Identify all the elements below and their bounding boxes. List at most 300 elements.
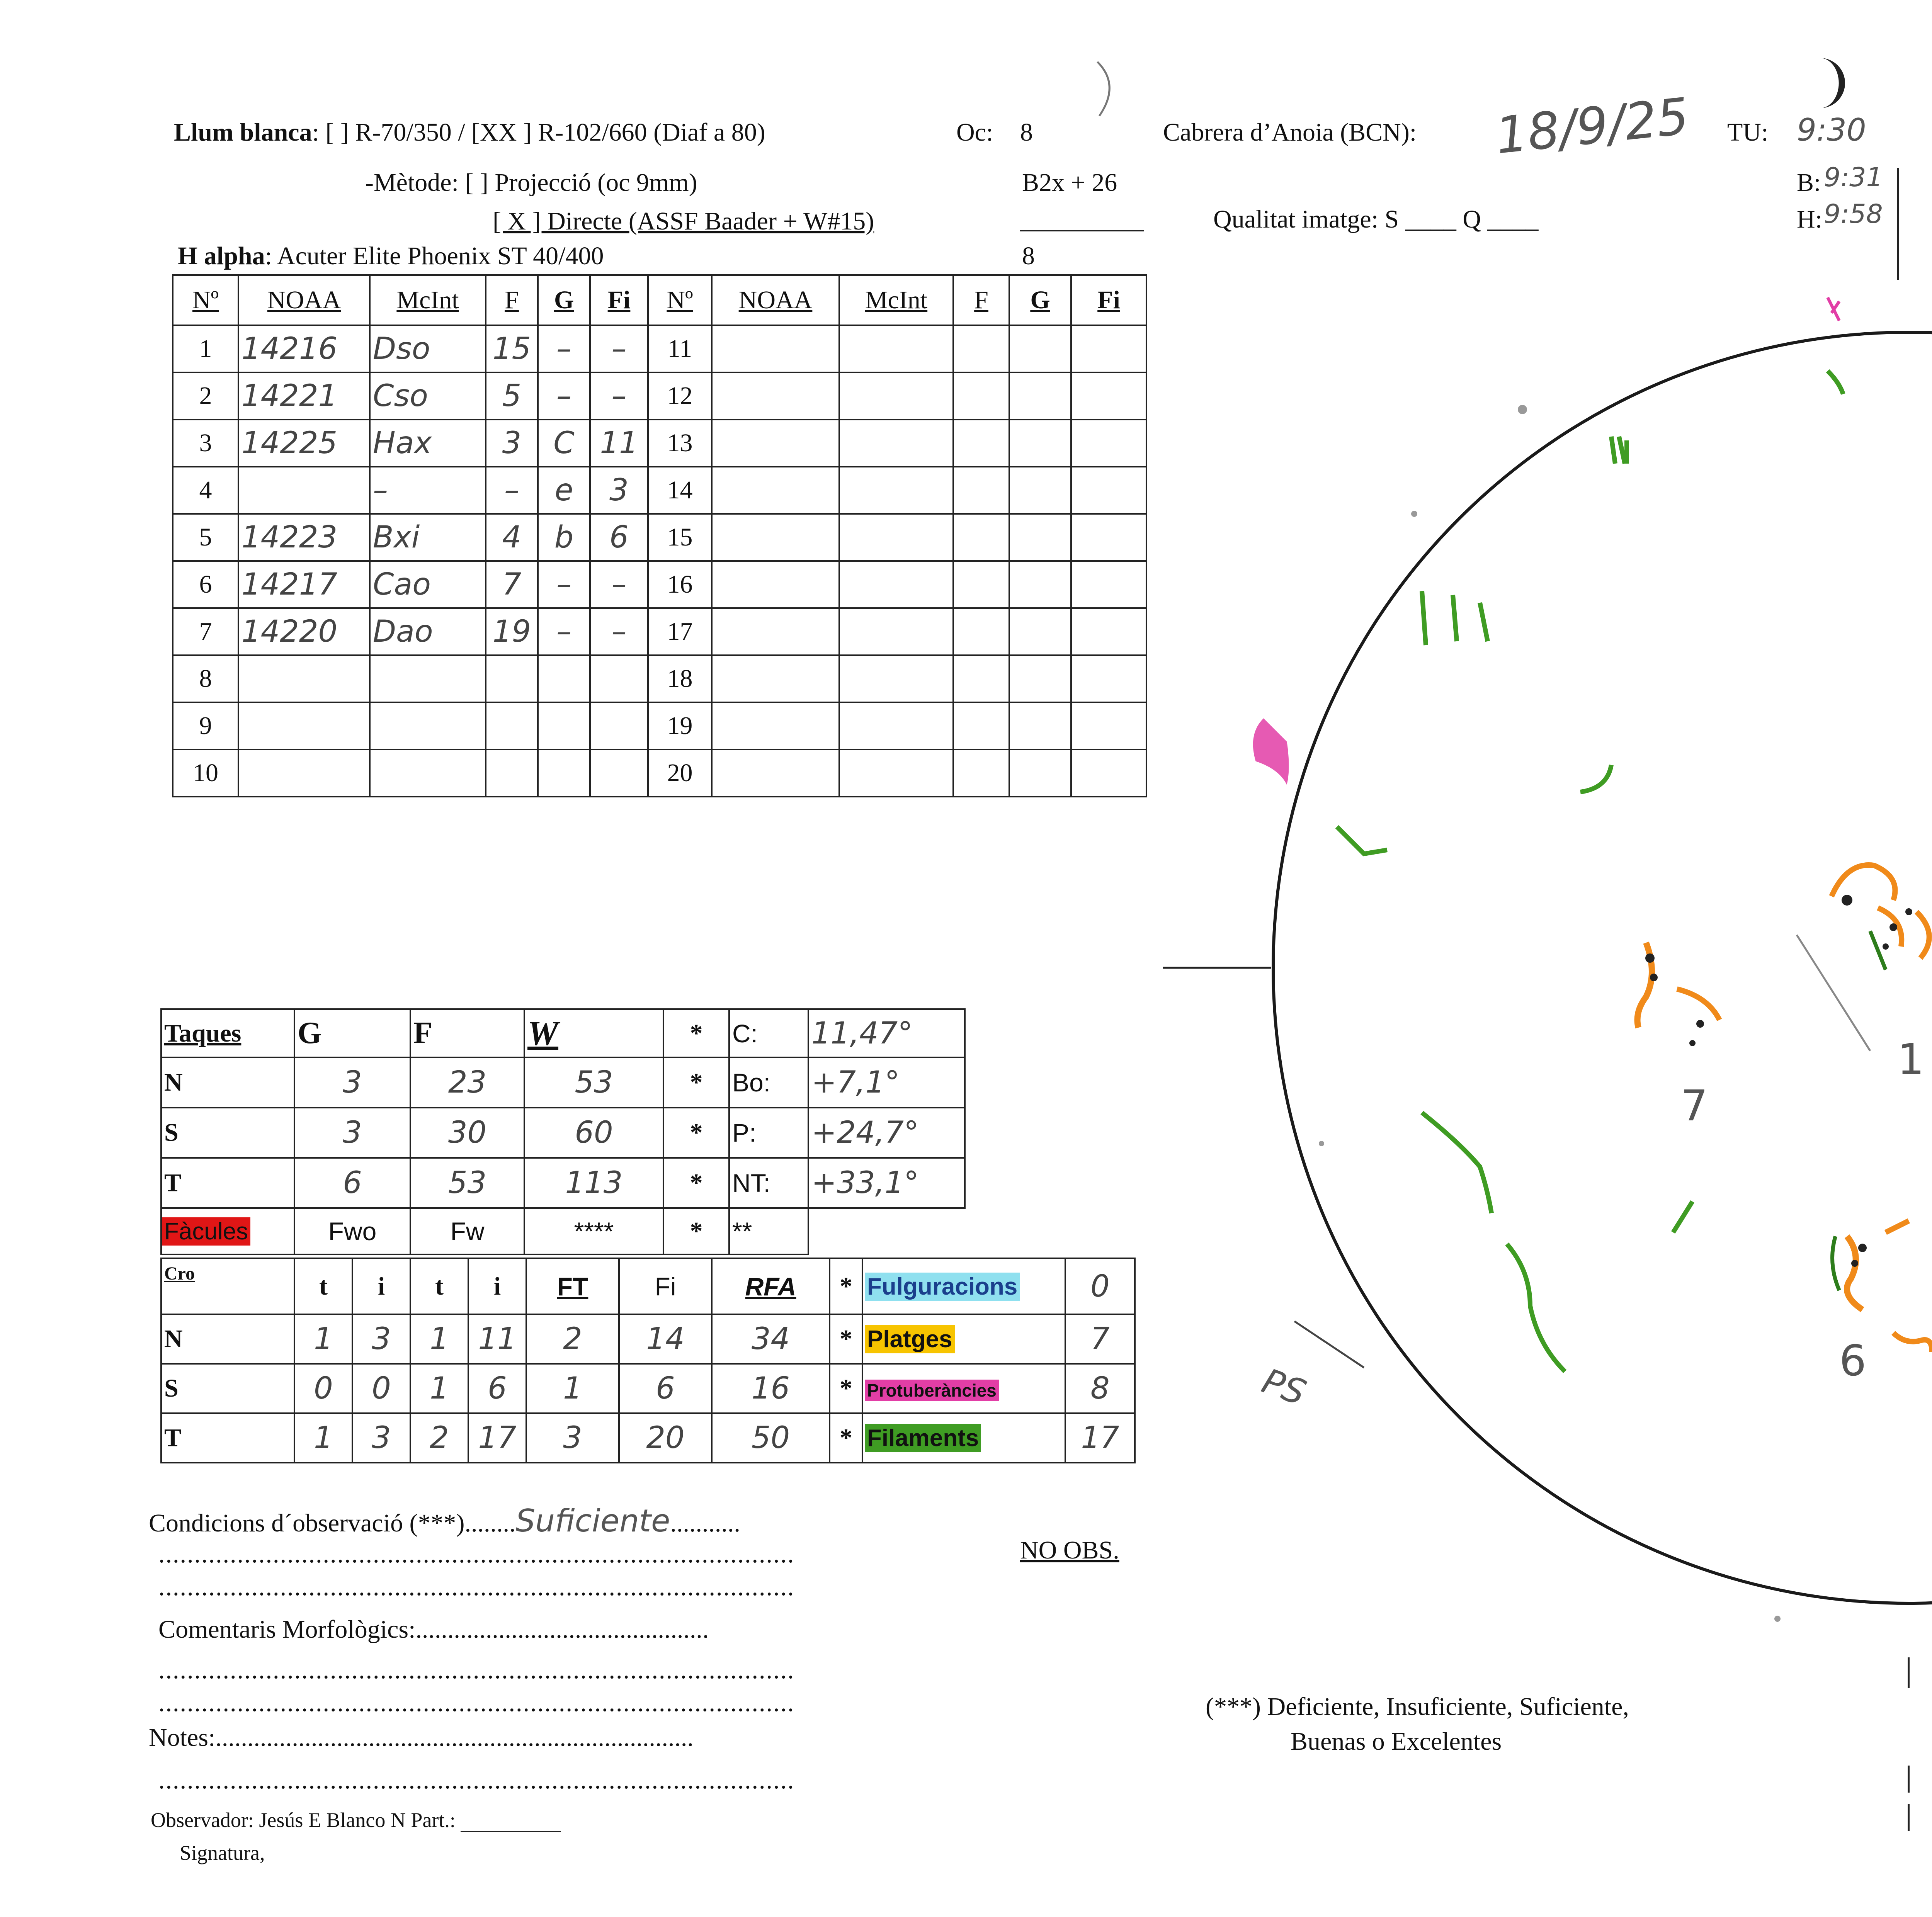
signatura-label: Signatura, [180, 1841, 265, 1864]
fulguracions-label: Fulguracions [865, 1273, 1020, 1301]
empty-cell [953, 420, 1009, 467]
groups-table [172, 274, 1147, 797]
cro-ft-value: 3 [526, 1413, 619, 1463]
fi-cell: – [590, 372, 648, 420]
cro-row-label: T [161, 1413, 294, 1463]
empty-cell [839, 372, 953, 420]
col-header-n: Nº [173, 275, 238, 325]
cro-i1-header: i [352, 1258, 410, 1314]
row-number-2: 18 [648, 655, 712, 702]
empty-cell [1009, 655, 1071, 702]
oc-label: Oc: [956, 118, 993, 146]
dotted-line-4: ......................................................................................... [158, 1689, 795, 1717]
empty-cell [1071, 372, 1146, 420]
table-row [173, 514, 1146, 561]
table-row [173, 325, 1146, 372]
llum-blanca-line [174, 118, 765, 147]
row-number: 6 [173, 561, 238, 608]
cro-rfa-value: 16 [712, 1364, 830, 1413]
f-cell [486, 749, 538, 797]
directe-label: [ X ] Directe (ASSF Baader + W#15) [493, 207, 874, 235]
cro-fi-value: 20 [619, 1413, 712, 1463]
cro-rfa-header: RFA [712, 1258, 830, 1314]
moon-phase-icon-a [1090, 58, 1124, 120]
row-number: 9 [173, 702, 238, 749]
fi-cell: – [590, 325, 648, 372]
empty-cell [712, 561, 839, 608]
table-row [173, 420, 1146, 467]
cro-row-label: N [161, 1314, 294, 1364]
condicions-line: Condicions d´observació (***)........Suficiente........... [149, 1503, 740, 1539]
taques-w-value: 60 [524, 1108, 663, 1158]
dotted-line-5: ......................................................................................... [158, 1766, 795, 1794]
empty-cell [839, 655, 953, 702]
cro-t2-value: 1 [410, 1314, 468, 1364]
empty-cell [712, 467, 839, 514]
noaa-cell: 14223 [238, 514, 370, 561]
h-label: H: [1797, 205, 1822, 233]
empty-cell [1071, 325, 1146, 372]
row-number-2: 19 [648, 702, 712, 749]
empty-cell [712, 702, 839, 749]
empty-cell [1009, 467, 1071, 514]
row-number: 5 [173, 514, 238, 561]
fi-cell [590, 702, 648, 749]
empty-cell [839, 467, 953, 514]
mcint-cell: Bxi [370, 514, 486, 561]
empty-cell [953, 655, 1009, 702]
empty-cell [1071, 608, 1146, 655]
prominences [1253, 297, 1932, 1603]
col-header-mcint2: McInt [839, 275, 953, 325]
cro-rfa-value: 34 [712, 1314, 830, 1364]
row-number: 2 [173, 372, 238, 420]
mcint-cell: – [370, 467, 486, 514]
empty-cell [839, 749, 953, 797]
empty-cell [839, 325, 953, 372]
taques-star-header: * [663, 1009, 729, 1057]
mcint-cell: Cao [370, 561, 486, 608]
category-value: 7 [1065, 1314, 1135, 1364]
empty-cell [712, 325, 839, 372]
empty-cell [839, 561, 953, 608]
empty-cell [1009, 420, 1071, 467]
axis-tick-bottom-2 [1908, 1766, 1910, 1793]
f-cell [486, 655, 538, 702]
empty-cell [1009, 514, 1071, 561]
fi-cell [590, 655, 648, 702]
b-value: 9:31 [1824, 162, 1883, 193]
row-number-2: 17 [648, 608, 712, 655]
facules-label: Fàcules [162, 1217, 250, 1246]
cro-t1-value: 1 [294, 1314, 352, 1364]
g-cell: C [538, 420, 590, 467]
empty-cell [839, 608, 953, 655]
cro-i2-header: i [468, 1258, 526, 1314]
category-label: Protuberàncies [865, 1380, 999, 1401]
observador-name: Jesús E Blanco N Part.: [259, 1808, 456, 1832]
col-header-f: F [486, 275, 538, 325]
f-cell: 3 [486, 420, 538, 467]
taques-row-label: N [161, 1057, 294, 1108]
empty-cell [953, 325, 1009, 372]
group-number-6: 6 [1839, 1336, 1866, 1385]
g-cell: – [538, 561, 590, 608]
g-cell: b [538, 514, 590, 561]
col-header-fi: Fi [590, 275, 648, 325]
facules-row [161, 1208, 965, 1254]
category-cell [862, 1364, 1065, 1413]
row-number-2: 12 [648, 372, 712, 420]
row-number: 4 [173, 467, 238, 514]
row-number: 10 [173, 749, 238, 797]
empty-cell [1071, 655, 1146, 702]
sunspot-group-7 [1638, 943, 1720, 1130]
condicions-value: Suficiente [515, 1503, 670, 1539]
mcint-cell: Hax [370, 420, 486, 467]
empty-cell [1009, 749, 1071, 797]
cro-fi-header: Fi [619, 1258, 712, 1314]
fi-cell: 11 [590, 420, 648, 467]
taques-row-label: T [161, 1158, 294, 1208]
fi-cell: 3 [590, 467, 648, 514]
g-cell [538, 655, 590, 702]
cro-t2-header: t [410, 1258, 468, 1314]
empty-cell [1009, 702, 1071, 749]
empty-cell [1009, 372, 1071, 420]
notes-label: Notes: [149, 1723, 216, 1752]
taques-header [161, 1009, 965, 1057]
empty-cell [953, 514, 1009, 561]
empty-cell [953, 467, 1009, 514]
groups-table-body [173, 325, 1146, 797]
f-cell [486, 702, 538, 749]
empty-cell [953, 608, 1009, 655]
cro-star: * [830, 1364, 862, 1413]
h-alpha-oc: 8 [1022, 242, 1035, 270]
h-alpha-line [178, 241, 604, 271]
taques-f-value: 23 [410, 1057, 524, 1108]
empty-cell [712, 514, 839, 561]
taques-g-value: 6 [294, 1158, 410, 1208]
noaa-cell: 14221 [238, 372, 370, 420]
dotted-line-3: ......................................................................................... [158, 1656, 795, 1684]
table-row [161, 1108, 965, 1158]
empty-cell [712, 608, 839, 655]
condicions-label: Condicions d´observació (***) [149, 1509, 465, 1537]
taques-star: * [663, 1057, 729, 1108]
notes-line: Notes:........................................................................... [149, 1723, 694, 1752]
llum-blanca-options: : [ ] R-70/350 / [XX ] R-102/660 (Diaf a 80) [312, 118, 765, 146]
mcint-cell: Cso [370, 372, 486, 420]
location-label: Cabrera d’Anoia (BCN): [1163, 118, 1417, 146]
fi-cell [590, 749, 648, 797]
filaments [1337, 371, 1932, 1371]
table-row [173, 702, 1146, 749]
taques-g-value: 3 [294, 1108, 410, 1158]
table-row [161, 1364, 1135, 1413]
category-value: 17 [1065, 1413, 1135, 1463]
category-label: Filaments [865, 1424, 981, 1452]
facules-fwo: Fwo [294, 1208, 410, 1254]
sunspot-group-6 [1832, 1221, 1909, 1385]
table-row [161, 1158, 965, 1208]
b-label: B: [1797, 168, 1821, 197]
cro-fi-value: 6 [619, 1364, 712, 1413]
taques-f-header: F [410, 1009, 524, 1057]
taques-row-label: S [161, 1108, 294, 1158]
cro-header [161, 1258, 1135, 1314]
taques-label: Taques [161, 1009, 294, 1057]
empty-cell [839, 514, 953, 561]
group-number-1: 1 [1897, 1035, 1924, 1084]
fi-cell: 6 [590, 514, 648, 561]
f-cell: 7 [486, 561, 538, 608]
ps-label: PS [1257, 1361, 1311, 1414]
fi-cell: – [590, 561, 648, 608]
empty-cell [1071, 702, 1146, 749]
row-number: 1 [173, 325, 238, 372]
cro-i1-value: 3 [352, 1413, 410, 1463]
mcint-cell: Dso [370, 325, 486, 372]
table-row [161, 1057, 965, 1108]
h-value: 9:58 [1824, 199, 1883, 229]
cro-ft-value: 2 [526, 1314, 619, 1364]
table-row [173, 467, 1146, 514]
taques-body [161, 1057, 965, 1208]
groups-table-header [173, 275, 1146, 325]
observation-date: 18/9/25 [1493, 87, 1692, 165]
h-alpha-label: H alpha [178, 242, 265, 270]
cro-t1-value: 0 [294, 1364, 352, 1413]
param-label: Bo: [729, 1057, 808, 1108]
cro-i2-value: 17 [468, 1413, 526, 1463]
f-cell: 5 [486, 372, 538, 420]
tu-label: TU: [1727, 118, 1769, 146]
ps-marker-line [1294, 1321, 1364, 1368]
col-header-mcint: McInt [370, 275, 486, 325]
taques-table [160, 1008, 966, 1255]
row-number-2: 13 [648, 420, 712, 467]
table-row [173, 561, 1146, 608]
taques-f-value: 30 [410, 1108, 524, 1158]
table-row [173, 655, 1146, 702]
mcint-cell [370, 749, 486, 797]
llum-blanca-label: Llum blanca [174, 118, 312, 146]
mcint-cell [370, 702, 486, 749]
empty-cell [1009, 561, 1071, 608]
b2x-value: B2x + 26 [1022, 168, 1117, 197]
dotted-line-1: ......................................................................................... [158, 1540, 795, 1568]
solar-disc [1273, 332, 1932, 1603]
cro-i1-value: 0 [352, 1364, 410, 1413]
row-number: 7 [173, 608, 238, 655]
col-header-f2: F [953, 275, 1009, 325]
h-alpha-value: : Acuter Elite Phoenix ST 40/400 [265, 242, 604, 270]
cro-t1-value: 1 [294, 1413, 352, 1463]
tu-value: 9:30 [1797, 112, 1866, 148]
f-cell: 19 [486, 608, 538, 655]
col-header-n2: Nº [648, 275, 712, 325]
mcint-cell: Dao [370, 608, 486, 655]
cro-table [160, 1258, 1136, 1463]
dotted-line-2: ......................................................................................... [158, 1573, 795, 1601]
empty-cell [1071, 514, 1146, 561]
metode-label: -Mètode: [ ] Projecció (oc 9mm) [365, 168, 697, 197]
empty-cell [839, 420, 953, 467]
solar-disc-drawing [1159, 270, 1932, 1700]
empty-cell [953, 702, 1009, 749]
cro-row-label: S [161, 1364, 294, 1413]
g-cell: – [538, 372, 590, 420]
noaa-cell: 14220 [238, 608, 370, 655]
cro-t1-header: t [294, 1258, 352, 1314]
param-c-label: C: [729, 1009, 808, 1057]
row-number-2: 14 [648, 467, 712, 514]
cro-star-header: * [830, 1258, 862, 1314]
param-label: NT: [729, 1158, 808, 1208]
table-row [173, 749, 1146, 797]
g-cell [538, 749, 590, 797]
row-number: 3 [173, 420, 238, 467]
taques-w-value: 113 [524, 1158, 663, 1208]
cro-i2-value: 6 [468, 1364, 526, 1413]
limb-marks [1319, 328, 1932, 1622]
taques-f-value: 53 [410, 1158, 524, 1208]
empty-cell [712, 655, 839, 702]
table-row [173, 372, 1146, 420]
facules-stars2: ** [729, 1208, 808, 1254]
taques-star: * [663, 1108, 729, 1158]
empty-cell [1009, 608, 1071, 655]
category-label: Platges [865, 1325, 955, 1353]
col-header-g: G [538, 275, 590, 325]
cro-label: Cro [161, 1258, 294, 1314]
empty-cell [839, 702, 953, 749]
category-cell [862, 1413, 1065, 1463]
facules-fw: Fw [410, 1208, 524, 1254]
empty-cell [1071, 420, 1146, 467]
cro-star: * [830, 1314, 862, 1364]
empty-cell [1071, 749, 1146, 797]
no-obs-label: NO OBS. [1020, 1536, 1119, 1564]
col-header-fi2: Fi [1071, 275, 1146, 325]
noaa-cell [238, 702, 370, 749]
taques-g-header: G [294, 1009, 410, 1057]
fulguracions-value: 0 [1065, 1258, 1135, 1314]
cro-fi-value: 14 [619, 1314, 712, 1364]
g-cell: e [538, 467, 590, 514]
empty-cell [953, 372, 1009, 420]
f-cell: – [486, 467, 538, 514]
empty-cell [953, 749, 1009, 797]
cro-star: * [830, 1413, 862, 1463]
oc-value: 8 [1020, 118, 1033, 146]
noaa-cell: 14216 [238, 325, 370, 372]
col-header-noaa: NOAA [238, 275, 370, 325]
category-cell [862, 1314, 1065, 1364]
table-row [173, 608, 1146, 655]
empty-cell [1009, 325, 1071, 372]
bh-bar [1897, 168, 1899, 280]
cro-body [161, 1314, 1135, 1463]
comentaris-label: Comentaris Morfològics: [158, 1615, 416, 1643]
cro-rfa-value: 50 [712, 1413, 830, 1463]
moon-phase-icon-b [1808, 54, 1851, 112]
observador-label: Observador: [151, 1808, 254, 1832]
empty-cell [712, 749, 839, 797]
row-number-2: 15 [648, 514, 712, 561]
col-header-g2: G [1009, 275, 1071, 325]
cro-ft-value: 1 [526, 1364, 619, 1413]
cro-t2-value: 1 [410, 1364, 468, 1413]
row-number-2: 16 [648, 561, 712, 608]
legend-line-1: (***) Deficiente, Insuficiente, Suficiente, [1206, 1693, 1629, 1721]
category-value: 8 [1065, 1364, 1135, 1413]
table-row [161, 1314, 1135, 1364]
group1-pointer-line [1797, 935, 1870, 1051]
empty-cell [953, 561, 1009, 608]
cro-i2-value: 11 [468, 1314, 526, 1364]
row-number-2: 20 [648, 749, 712, 797]
axis-tick-bottom-3 [1908, 1804, 1910, 1831]
sunspot-group-1 [1832, 834, 1932, 1084]
param-value: +33,1° [808, 1158, 965, 1208]
mcint-cell [370, 655, 486, 702]
noaa-cell [238, 749, 370, 797]
noaa-cell: 14217 [238, 561, 370, 608]
group-number-7: 7 [1681, 1081, 1708, 1130]
param-value: +7,1° [808, 1057, 965, 1108]
empty-cell [712, 420, 839, 467]
sunspot-group-5 [1893, 1333, 1932, 1494]
g-cell: – [538, 325, 590, 372]
row-number-2: 11 [648, 325, 712, 372]
empty-cell [712, 372, 839, 420]
param-value: +24,7° [808, 1108, 965, 1158]
legend-line-2: Buenas o Excelentes [1291, 1727, 1502, 1756]
cro-t2-value: 2 [410, 1413, 468, 1463]
facules-star: * [663, 1208, 729, 1254]
empty-cell [1071, 561, 1146, 608]
noaa-cell: 14225 [238, 420, 370, 467]
noaa-cell [238, 467, 370, 514]
col-header-noaa2: NOAA [712, 275, 839, 325]
comentaris-line: Comentaris Morfològics:.............................................. [158, 1615, 709, 1643]
taques-star: * [663, 1158, 729, 1208]
empty-cell [1071, 467, 1146, 514]
taques-g-value: 3 [294, 1057, 410, 1108]
param-label: P: [729, 1108, 808, 1158]
b2x-underline [1020, 230, 1144, 231]
f-cell: 4 [486, 514, 538, 561]
fi-cell: – [590, 608, 648, 655]
taques-w-header: W [524, 1009, 663, 1057]
observador-line [151, 1808, 561, 1832]
cro-ft-header: FT [526, 1258, 619, 1314]
g-cell: – [538, 608, 590, 655]
f-cell: 15 [486, 325, 538, 372]
taques-w-value: 53 [524, 1057, 663, 1108]
part-blank [461, 1811, 561, 1832]
qualitat-label: Qualitat imatge: S ____ Q ____ [1213, 205, 1539, 233]
row-number: 8 [173, 655, 238, 702]
table-row [161, 1413, 1135, 1463]
noaa-cell [238, 655, 370, 702]
facules-stars4: **** [524, 1208, 663, 1254]
cro-i1-value: 3 [352, 1314, 410, 1364]
param-c-value: 11,47° [808, 1009, 965, 1057]
